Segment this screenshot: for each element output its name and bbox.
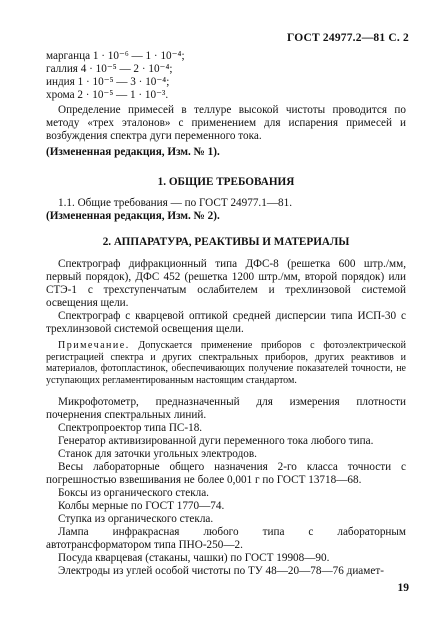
amendment-note-2: (Измененная редакция, Изм. № 2). [46,210,220,222]
amendment-note-1: (Измененная редакция, Изм. № 1). [46,146,220,158]
conc-line-chromium: хрома 2 · 10⁻⁵ — 1 · 10⁻³. [46,89,169,101]
section-1-title: 1. ОБЩИЕ ТРЕБОВАНИЯ [157,176,295,188]
intro-paragraph: Определение примесей в теллуре высокой чистоты проводится по методу «трех эталонов» с применением для испарения примесей и возбуждения спектра дуги переменного тока. [46,104,406,142]
page-header: ГОСТ 24977.2—81 С. 2 [286,32,409,44]
paragraph-lamp: Лампа инфракрасная любого типа с лабораторным автотрансформатором типа ПНО-250—2. [46,526,406,551]
note-label: Примечание. [58,340,130,351]
paragraph-scales: Весы лабораторные общего назначения 2-го класса точности с погрешностью взвешивания не более 0,001 г по ГОСТ 13718—68. [46,461,406,486]
page-number: 19 [397,582,409,594]
conc-line-indium: индия 1 · 10⁻⁵ — 3 · 10⁻⁴; [46,76,170,88]
conc-line-manganese: марганца 1 · 10⁻⁶ — 1 · 10⁻⁴; [46,50,185,62]
note-paragraph [46,340,406,386]
section-2-title: 2. АППАРАТУРА, РЕАКТИВЫ И МАТЕРИАЛЫ [102,236,350,248]
conc-line-gallium: галлия 4 · 10⁻⁵ — 2 · 10⁻⁴; [46,63,173,75]
paragraph-generator: Генератор активизированной дуги переменного тока любого типа. [58,435,374,447]
paragraph-flasks: Колбы мерные по ГОСТ 1770—74. [58,500,225,512]
paragraph-spectrograph-dfs: Спектрограф дифракционный типа ДФС-8 (решетка 600 штр./мм, первый порядок), ДФС 452 (решетка 1200 штр./мм, второй порядок) или СТЭ-1 с трехступенчатым ослабителем и трехлинзовой системой освещения щели. [46,258,406,309]
section-1-text: 1.1. Общие требования — по ГОСТ 24977.1—81. [58,197,292,209]
paragraph-electrodes: Электроды из углей особой чистоты по ТУ 48—20—78—76 диамет- [58,565,384,577]
paragraph-boxes: Боксы из органического стекла. [58,487,209,499]
paragraph-spectrograph-isp: Спектрограф с кварцевой оптикой средней дисперсии типа ИСП-30 с трехлинзовой системой освещения щели. [46,310,406,335]
concentration-list [46,50,406,102]
paragraph-projector: Спектропроектор типа ПС-18. [58,422,203,434]
note-text: Допускается применение приборов с фотоэлектрической регистрацией спектра и других спектральных приборов, других реактивов и материалов, фотопластинок, обеспечивающих получение показателей точности, не уступающих регламентированным настоящим стандартом. [46,340,407,386]
paragraph-microphotometer: Микрофотометр, предназначенный для измерения плотности почернения спектральных линий. [46,396,406,421]
paragraph-lathe: Станок для заточки угольных электродов. [58,448,257,460]
paragraph-quartz: Посуда кварцевая (стаканы, чашки) по ГОСТ 19908—90. [58,552,330,564]
paragraph-mortar: Ступка из органического стекла. [58,513,214,525]
